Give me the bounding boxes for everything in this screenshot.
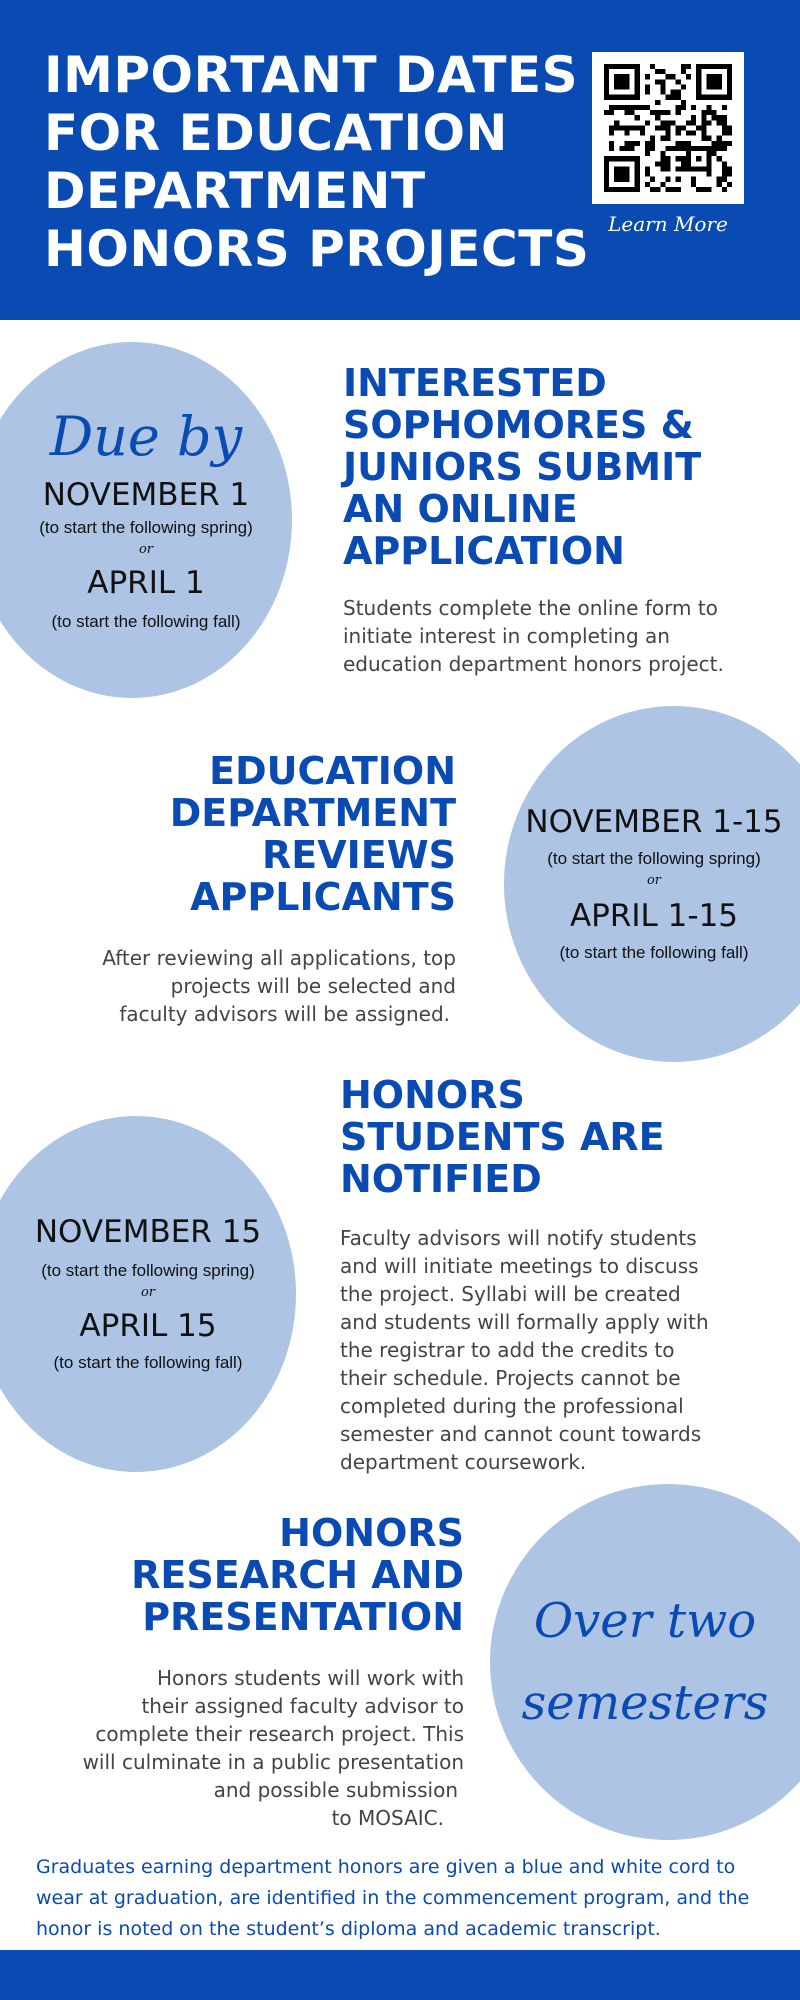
description-line: and students will formally apply with — [340, 1310, 709, 1334]
description-line: the registrar to add the credits to — [340, 1338, 675, 1362]
description-line: department coursework. — [340, 1450, 587, 1474]
date-secondary-note: (to start the following fall) — [559, 943, 749, 962]
description-line: will culminate in a public presentation — [82, 1750, 464, 1774]
or-separator: or — [140, 1285, 156, 1300]
qr-code-icon[interactable] — [592, 52, 744, 204]
duration-circle-step4 — [490, 1484, 800, 1840]
description-line: Students complete the online form to — [343, 596, 718, 620]
description-line: semester and cannot count towards — [340, 1422, 702, 1446]
title-line: DEPARTMENT — [44, 162, 426, 220]
learn-more-link[interactable]: Learn More — [608, 212, 728, 236]
heading-line: PRESENTATION — [142, 1595, 464, 1639]
heading-line: HONORS — [340, 1073, 525, 1117]
description-line: their schedule. Projects cannot be — [340, 1366, 681, 1390]
closing-line: wear at graduation, are identified in the commencement program, and the — [36, 1887, 750, 1909]
step3-description — [340, 1224, 790, 1476]
description-line: completed during the professional — [340, 1394, 684, 1418]
description-line: and possible submission — [213, 1778, 458, 1802]
description-line: Faculty advisors will notify students — [340, 1226, 697, 1250]
date-primary: NOVEMBER 1-15 — [525, 804, 783, 840]
step1-heading — [343, 362, 763, 572]
duration-script-line: semesters — [521, 1675, 769, 1731]
heading-line: DEPARTMENT — [169, 791, 456, 835]
heading-line: STUDENTS ARE — [340, 1115, 665, 1159]
heading-line: AN ONLINE — [343, 487, 578, 531]
heading-line: SOPHOMORES & — [343, 403, 694, 447]
date-primary-note: (to start the following spring) — [41, 1261, 255, 1280]
description-line: initiate interest in completing an — [343, 624, 670, 648]
heading-line: EDUCATION — [209, 749, 456, 793]
description-line: the project. Syllabi will be created — [340, 1282, 681, 1306]
date-circle-step2 — [504, 706, 800, 1062]
duration-script-line: Over two — [533, 1593, 757, 1649]
date-circle-step3 — [0, 1116, 296, 1472]
heading-line: INTERESTED — [343, 361, 607, 405]
heading-line: JUNIORS SUBMIT — [343, 445, 702, 489]
heading-line: REVIEWS — [261, 833, 456, 877]
heading-line: APPLICATION — [343, 529, 625, 573]
title-line: FOR EDUCATION — [44, 104, 508, 162]
heading-line: HONORS — [279, 1511, 464, 1555]
date-primary-note: (to start the following spring) — [547, 849, 761, 868]
date-secondary-note: (to start the following fall) — [51, 612, 241, 631]
date-secondary: APRIL 15 — [79, 1308, 217, 1344]
or-separator: or — [646, 873, 662, 888]
title-line: IMPORTANT DATES — [44, 46, 579, 104]
heading-line: RESEARCH AND — [131, 1553, 464, 1597]
description-line: Honors students will work with — [157, 1666, 464, 1690]
date-primary: NOVEMBER 15 — [34, 1214, 262, 1250]
description-line: their assigned faculty advisor to — [141, 1694, 464, 1718]
qr-code-graphic — [604, 64, 732, 192]
description-line: faculty advisors will be assigned. — [119, 1002, 450, 1026]
date-secondary-note: (to start the following fall) — [53, 1353, 243, 1372]
step4-description — [40, 1664, 464, 1832]
page-title — [44, 46, 604, 278]
step3-heading — [340, 1074, 760, 1200]
date-secondary: APRIL 1-15 — [569, 898, 739, 934]
description-line: to MOSAIC. — [331, 1806, 444, 1830]
date-primary: NOVEMBER 1 — [42, 477, 250, 513]
description-line: projects will be selected and — [170, 974, 456, 998]
description-line: complete their research project. This — [95, 1722, 464, 1746]
description-line: education department honors project. — [343, 652, 724, 676]
step1-description — [343, 594, 783, 678]
date-circle-step1 — [0, 342, 292, 698]
closing-note — [36, 1852, 776, 1945]
step4-heading — [70, 1512, 464, 1638]
description-line: After reviewing all applications, top — [102, 946, 456, 970]
date-primary-note: (to start the following spring) — [39, 518, 253, 537]
step2-description — [40, 944, 456, 1028]
due-by-script: Due by — [49, 405, 243, 468]
title-line: HONORS PROJECTS — [44, 220, 590, 278]
description-line: and will initiate meetings to discuss — [340, 1254, 699, 1278]
footer-banner — [0, 1950, 800, 2000]
closing-line: honor is noted on the student’s diploma and academic transcript. — [36, 1918, 661, 1940]
heading-line: APPLICANTS — [190, 875, 456, 919]
or-separator: or — [138, 542, 154, 557]
step2-heading — [60, 750, 456, 918]
heading-line: NOTIFIED — [340, 1157, 542, 1201]
closing-line: Graduates earning department honors are given a blue and white cord to — [36, 1856, 736, 1878]
date-secondary: APRIL 1 — [87, 565, 205, 601]
